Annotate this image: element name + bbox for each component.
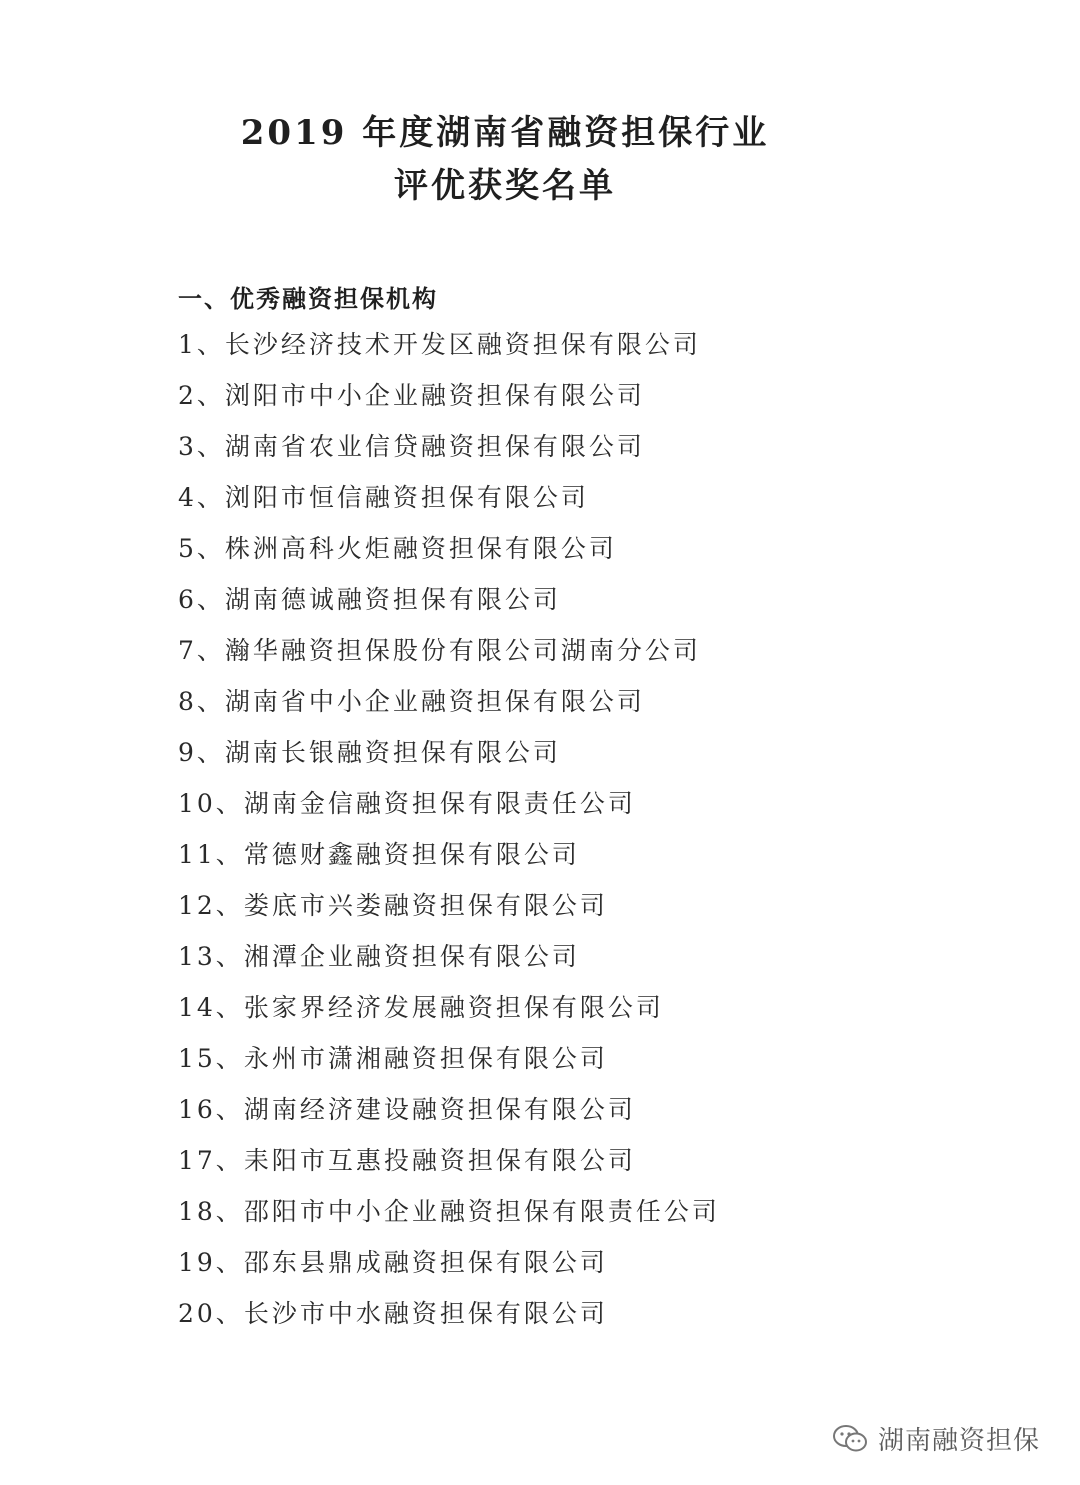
item-number: 20、 (178, 1299, 244, 1328)
item-number: 18、 (178, 1197, 244, 1226)
watermark-label: 湖南融资担保 (877, 1426, 1040, 1456)
list-item (178, 631, 720, 682)
watermark (832, 1420, 1040, 1457)
item-number: 10、 (178, 789, 244, 818)
item-company-name: 永州市潇湘融资担保有限公司 (243, 1044, 608, 1073)
item-number: 12、 (178, 891, 244, 920)
list-item (178, 478, 720, 529)
list-item (178, 427, 720, 478)
list-item (178, 886, 720, 937)
award-list (178, 325, 720, 1345)
item-number: 7、 (178, 636, 225, 665)
list-item (178, 580, 720, 631)
item-company-name: 张家界经济发展融资担保有限公司 (243, 993, 664, 1022)
item-company-name: 浏阳市中小企业融资担保有限公司 (224, 381, 645, 410)
item-number: 19、 (178, 1248, 244, 1277)
list-item (178, 988, 720, 1039)
item-company-name: 湖南德诚融资担保有限公司 (224, 585, 561, 614)
item-company-name: 湖南经济建设融资担保有限公司 (243, 1095, 636, 1124)
list-item (178, 529, 720, 580)
item-company-name: 长沙市中水融资担保有限公司 (243, 1299, 608, 1328)
item-company-name: 常德财鑫融资担保有限公司 (243, 840, 580, 869)
item-company-name: 湖南长银融资担保有限公司 (224, 738, 561, 767)
item-company-name: 耒阳市互惠投融资担保有限公司 (243, 1146, 636, 1175)
section-heading: 一、优秀融资担保机构 (178, 284, 438, 313)
item-number: 17、 (178, 1146, 244, 1175)
item-company-name: 株洲高科火炬融资担保有限公司 (224, 534, 617, 563)
item-company-name: 长沙经济技术开发区融资担保有限公司 (224, 330, 701, 359)
item-company-name: 邵阳市中小企业融资担保有限责任公司 (243, 1197, 720, 1226)
list-item (178, 1243, 720, 1294)
item-company-name: 湖南金信融资担保有限责任公司 (243, 789, 636, 818)
list-item (178, 1039, 720, 1090)
item-number: 13、 (178, 942, 244, 971)
item-company-name: 瀚华融资担保股份有限公司湖南分公司 (224, 636, 701, 665)
list-item (178, 937, 720, 988)
document-title-line2: 评优获奖名单 (394, 166, 616, 206)
item-number: 14、 (178, 993, 244, 1022)
item-company-name: 娄底市兴娄融资担保有限公司 (243, 891, 608, 920)
item-number: 1、 (178, 330, 225, 359)
item-number: 6、 (178, 585, 225, 614)
wechat-icon (832, 1424, 868, 1454)
item-number: 15、 (178, 1044, 244, 1073)
item-number: 5、 (178, 534, 225, 563)
list-item (178, 784, 720, 835)
item-number: 9、 (178, 738, 225, 767)
item-number: 2、 (178, 381, 225, 410)
item-number: 11、 (178, 840, 244, 869)
item-company-name: 湘潭企业融资担保有限公司 (243, 942, 580, 971)
item-number: 3、 (178, 432, 225, 461)
list-item (178, 1090, 720, 1141)
item-number: 8、 (178, 687, 225, 716)
item-number: 4、 (178, 483, 225, 512)
list-item (178, 1141, 720, 1192)
list-item (178, 1294, 720, 1345)
list-item (178, 733, 720, 784)
item-company-name: 湖南省农业信贷融资担保有限公司 (224, 432, 645, 461)
item-number: 16、 (178, 1095, 244, 1124)
item-company-name: 邵东县鼎成融资担保有限公司 (243, 1248, 608, 1277)
list-item (178, 682, 720, 733)
list-item (178, 1192, 720, 1243)
list-item (178, 835, 720, 886)
list-item (178, 376, 720, 427)
list-item (178, 325, 720, 376)
item-company-name: 浏阳市恒信融资担保有限公司 (224, 483, 589, 512)
item-company-name: 湖南省中小企业融资担保有限公司 (224, 687, 645, 716)
document-title-line1: 2019 年度湖南省融资担保行业 (240, 113, 770, 153)
